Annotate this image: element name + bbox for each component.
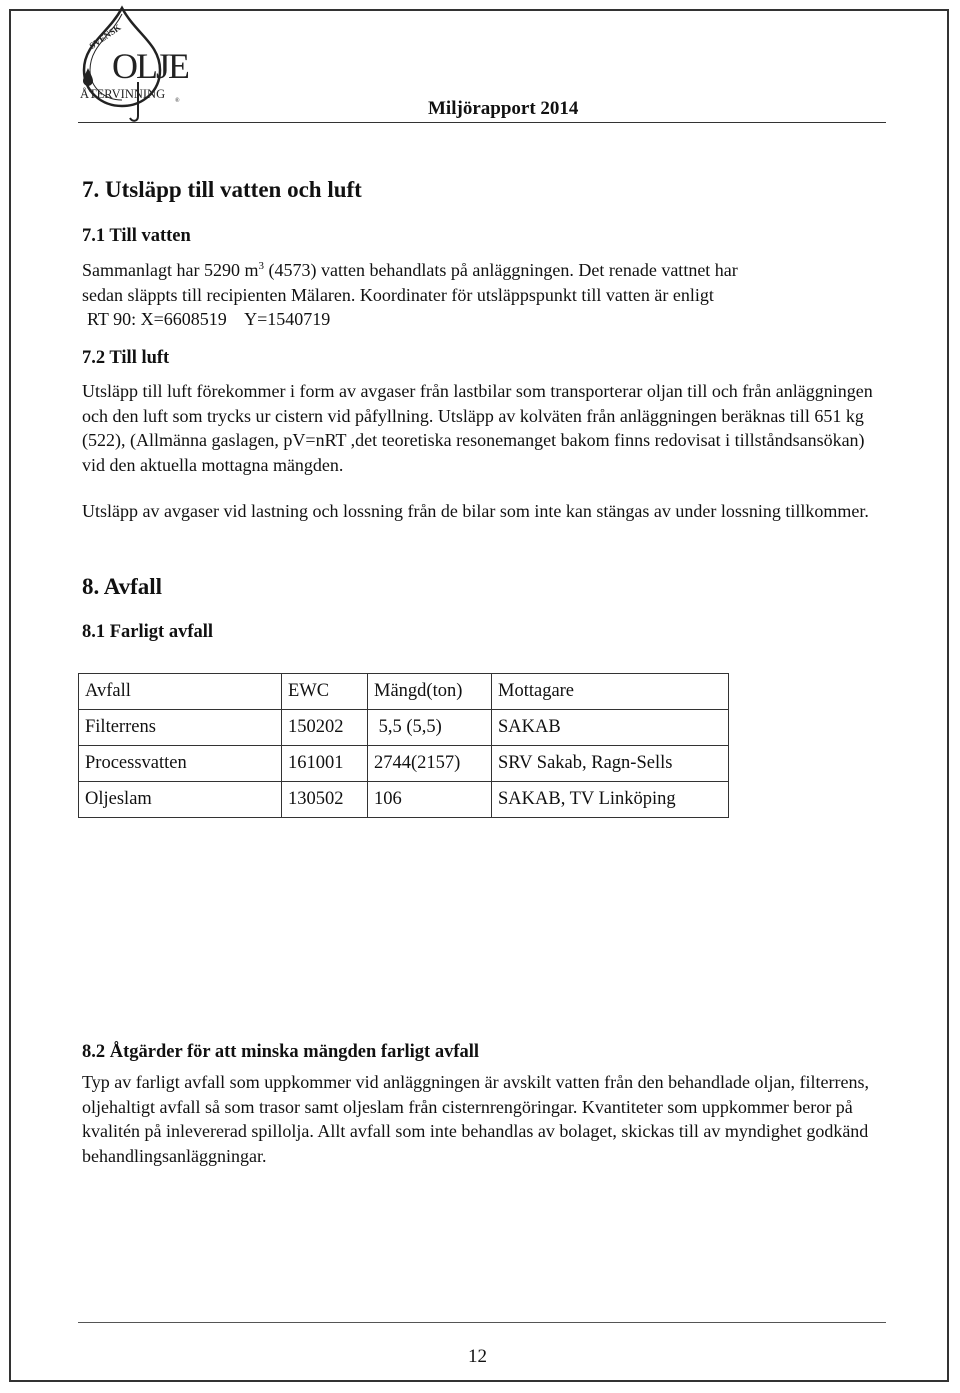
table-header-cell: Mottagare <box>492 674 729 710</box>
section-7-2-paragraph-2: Utsläpp av avgaser vid lastning och lossning från de bilar som inte kan stängas av under lossning tillkommer. <box>82 501 869 521</box>
table-cell: 150202 <box>282 710 368 746</box>
section-8-2-heading: 8.2 Åtgärder för att minska mängden farligt avfall <box>82 1042 480 1062</box>
section-7-1-body <box>82 258 882 332</box>
section-8-heading: 8. Avfall <box>82 574 163 599</box>
section-7-2-paragraph-1: Utsläpp till luft förekommer i form av avgaser från lastbilar som transporterar oljan till och från anläggningen och den luft som trycks ur cistern vid påfyllning. Utsläpp av kolväten från anläggningen beräknas till 651 kg (522), (Allmänna gaslagen, pV=nRT ,det teoretiska resonemanget bakom finns redovisat i tillståndsansökan) vid den aktuella mottagna mängden. <box>82 381 873 475</box>
section-7-1-line-1: Sammanlagt har 5290 $m^3$ (4573) vatten behandlats på anläggningen. Det renade vattnet har <box>82 260 738 280</box>
table-header-cell: Mängd(ton) <box>368 674 492 710</box>
logo-svensk-text: SVENSK <box>87 22 123 51</box>
table-cell: Oljeslam <box>79 782 282 818</box>
table-cell: 130502 <box>282 782 368 818</box>
table-header-cell: Avfall <box>79 674 282 710</box>
table-row <box>79 710 729 746</box>
section-7-1-heading: 7.1 Till vatten <box>82 226 191 246</box>
table-cell: 106 <box>368 782 492 818</box>
table-cell: SAKAB, TV Linköping <box>492 782 729 818</box>
report-title: Miljörapport 2014 <box>428 98 579 119</box>
section-7-heading: 7. Utsläpp till vatten och luft <box>82 177 362 202</box>
table-cell: Filterrens <box>79 710 282 746</box>
header-divider <box>78 122 886 123</box>
table-cell: SRV Sakab, Ragn-Sells <box>492 746 729 782</box>
table-cell: SAKAB <box>492 710 729 746</box>
table-row <box>79 782 729 818</box>
table-cell: 2744(2157) <box>368 746 492 782</box>
page-number: 12 <box>468 1346 487 1367</box>
section-7-1-line-2: sedan släppts till recipienten Mälaren. Koordinater för utsläppspunkt till vatten är enligt <box>82 284 714 305</box>
hazardous-waste-table <box>78 673 729 818</box>
section-7-2-heading: 7.2 Till luft <box>82 348 170 368</box>
table-cell: Processvatten <box>79 746 282 782</box>
footer-divider <box>78 1322 886 1323</box>
logo-registered-mark: ® <box>175 98 180 104</box>
table-cell: 161001 <box>282 746 368 782</box>
table-header-cell: EWC <box>282 674 368 710</box>
section-8-2-paragraph: Typ av farligt avfall som uppkommer vid anläggningen är avskilt vatten från den behandlade oljan, filterrens, oljehaltigt avfall så som trasor samt oljeslam från cisternrengöringar. Kvantiteter som uppkommer beror på kvalitén på inlevererad spillolja. Allt avfall som inte behandlas av bolaget, skickas till av myndighet godkänd behandlingsanläggningar. <box>82 1072 869 1166</box>
logo-atervinning-text: ÅTERVINNING <box>80 87 166 101</box>
table-header-row <box>79 674 729 710</box>
section-8-1-heading: 8.1 Farligt avfall <box>82 622 214 642</box>
table-cell: 5,5 (5,5) <box>368 710 492 746</box>
svensk-olje-atervinning-logo <box>78 4 188 126</box>
table-row <box>79 746 729 782</box>
section-7-1-line-3: RT 90: X=6608519 Y=1540719 <box>87 309 331 329</box>
logo-olje-text: OLJE <box>112 46 188 86</box>
